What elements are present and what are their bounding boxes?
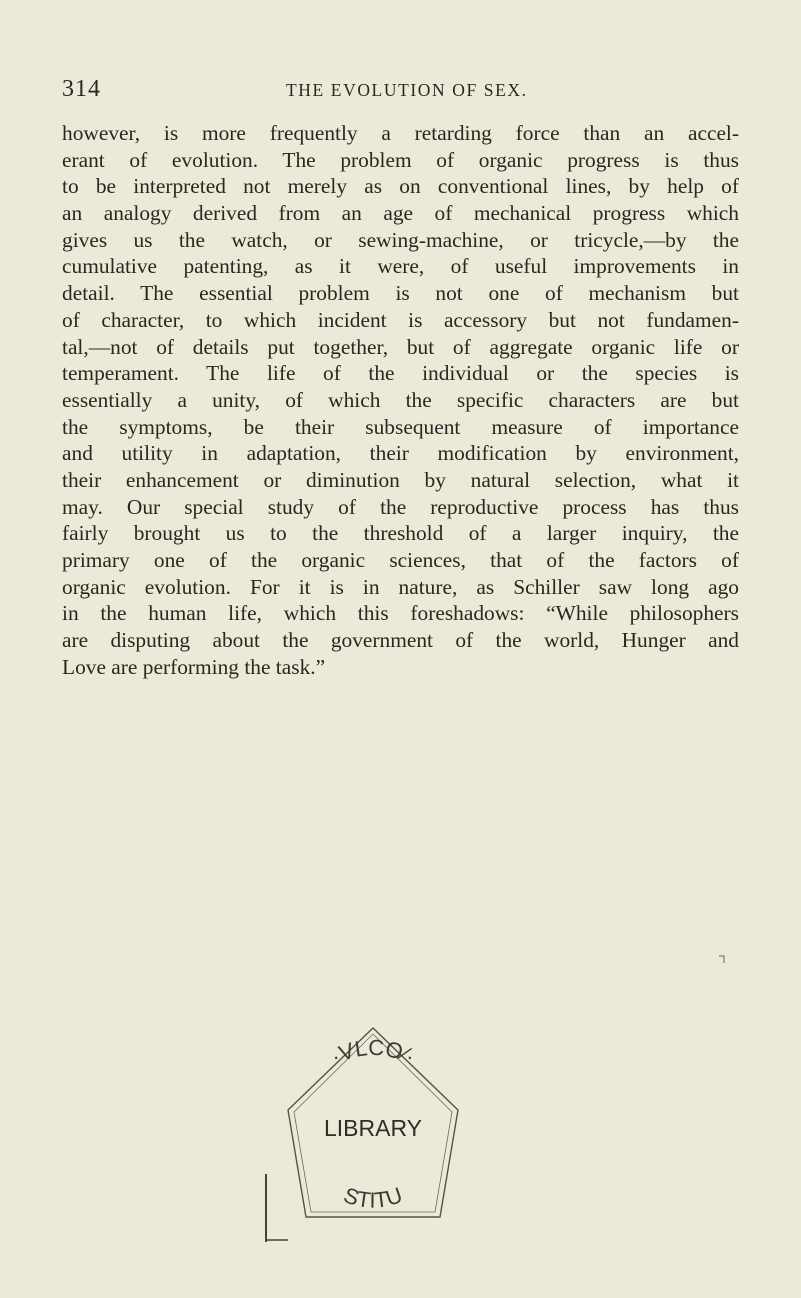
text-line: temperament. The life of the individual or the species is — [62, 361, 739, 386]
text-line: primary one of the organic sciences, that of the factors of — [62, 548, 739, 572]
text-line: their enhancement or diminution by natural selection, what it — [62, 467, 739, 492]
text-line: are disputing about the government of the world, Hunger and — [62, 628, 739, 653]
text-line: detail. The essential problem is not one of mechanism but — [62, 281, 739, 306]
page-number: 314 — [62, 76, 101, 102]
running-head: THE EVOLUTION OF SEX. — [286, 80, 528, 100]
text-line: in the human life, which this foreshadows: “While philosophers — [62, 601, 739, 626]
text-line: Love are performing the task.” — [62, 654, 326, 679]
text-line: tal,—not of details put together, but of aggregate organic life or — [62, 334, 739, 359]
stamp-bottom-text: STITU — [340, 1182, 406, 1213]
text-line: the symptoms, be their subsequent measure of importance — [62, 414, 739, 439]
text-line: to be interpreted not merely as on conventional lines, by help of — [62, 174, 739, 199]
library-stamp — [258, 1012, 488, 1242]
text-line: organic evolution. For it is in nature, as Schiller saw long ago — [62, 574, 739, 599]
text-line: fairly brought us to the threshold of a larger inquiry, the — [62, 521, 739, 546]
text-line: cumulative patenting, as it were, of useful improvements in — [62, 254, 739, 279]
text-line: gives us the watch, or sewing-machine, or tricycle,—by the — [62, 227, 739, 252]
text-line: erant of evolution. The problem of organic progress is thus — [62, 147, 739, 172]
text-line: however, is more frequently a retarding force than an accel- — [62, 121, 739, 145]
stamp-top-text: ·VLCO∕· — [326, 1034, 420, 1070]
page-header — [62, 76, 738, 106]
text-line: may. Our special study of the reproductive process has thus — [62, 494, 739, 519]
pencil-mark — [717, 954, 727, 964]
text-line: essentially a unity, of which the specific characters are but — [62, 387, 739, 412]
stamp-library-text: LIBRARY — [323, 1115, 423, 1141]
body-text — [62, 120, 739, 680]
text-line: an analogy derived from an age of mechanical progress which — [62, 201, 739, 226]
text-line: of character, to which incident is accessory but not fundamen- — [62, 307, 739, 332]
text-line: and utility in adaptation, their modification by environment, — [62, 441, 739, 466]
